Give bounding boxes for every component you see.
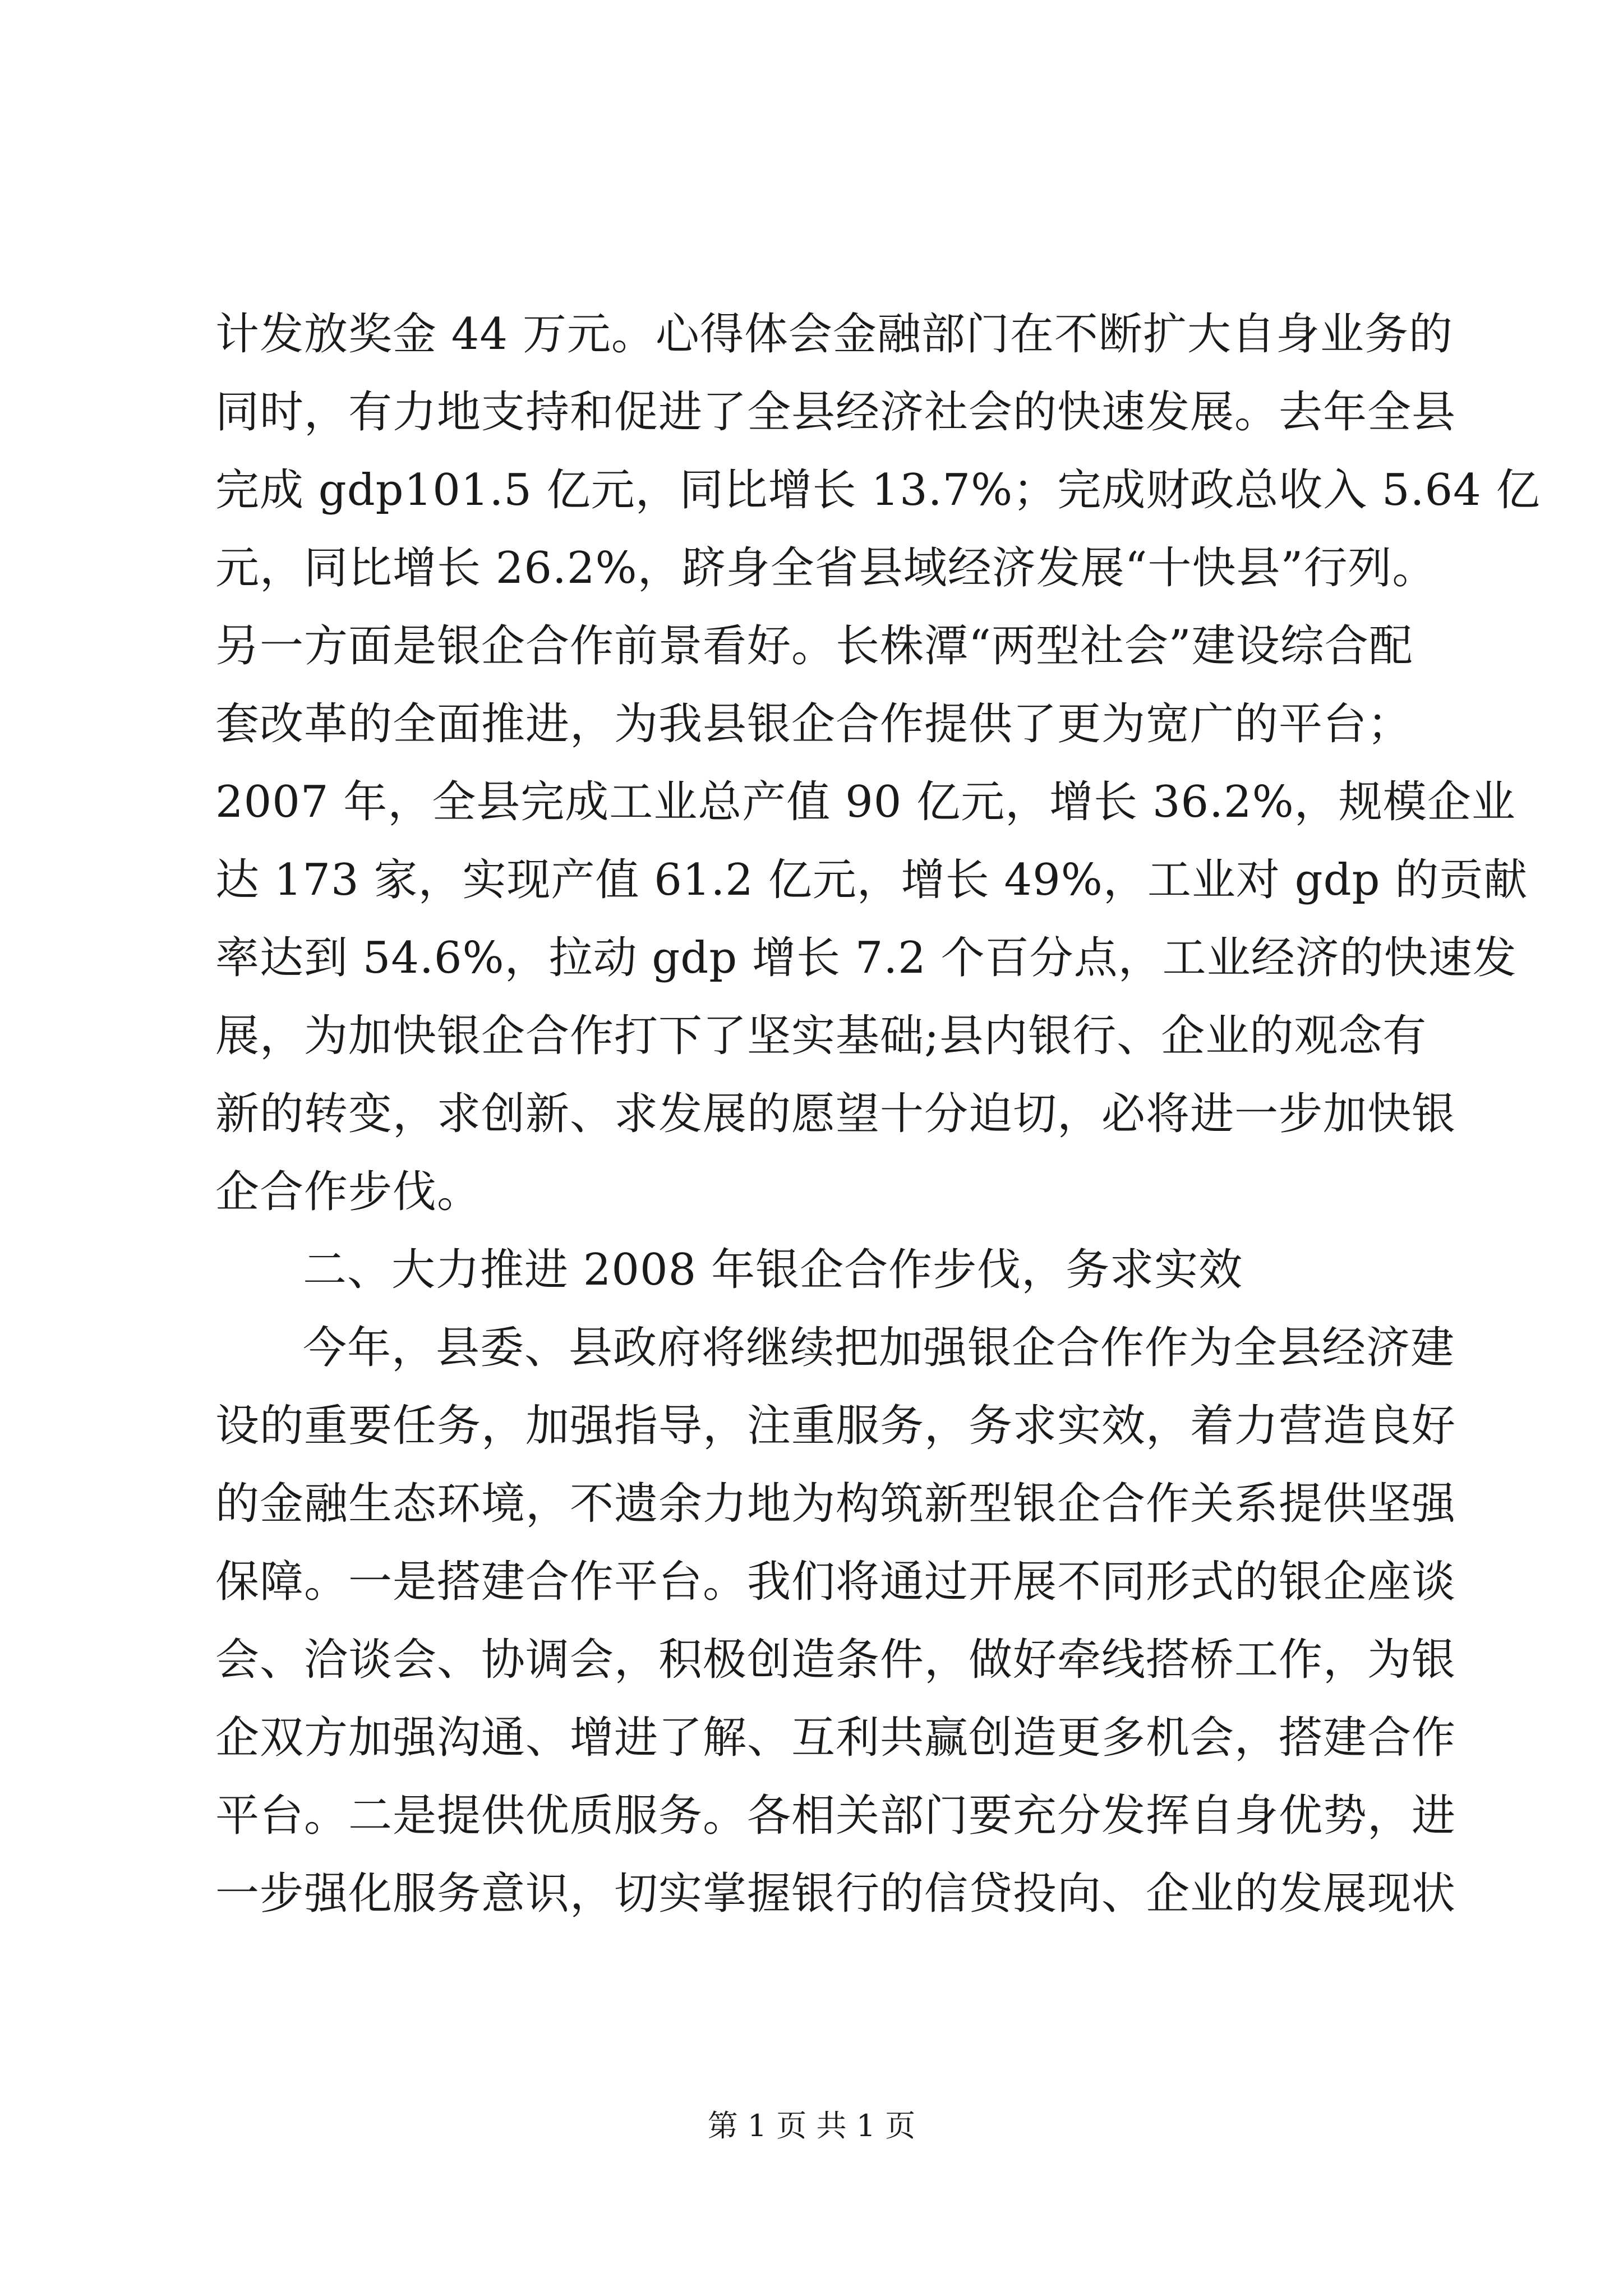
body-line-3: 完成 gdp101.5 亿元，同比增长 13.7%；完成财政总收入 5.64 亿 [215,465,1541,516]
body-line-12: 企合作步伐。 [215,1167,482,1217]
body-line-14: 今年，县委、县政府将继续把加强银企合作作为全县经济建 [303,1323,1455,1373]
page-footer: 第 1 页 共 1 页 [707,2108,916,2143]
section-heading: 二、大力推进 2008 年银企合作步伐，务求实效 [303,1245,1243,1295]
body-line-20: 平台。二是提供优质服务。各相关部门要充分发挥自身优势，进 [215,1791,1456,1841]
body-line-1: 计发放奖金 44 万元。心得体会金融部门在不断扩大自身业务的 [215,309,1453,360]
body-line-7: 2007 年，全县完成工业总产值 90 亿元，增长 36.2%，规模企业 [215,777,1516,827]
body-line-5: 另一方面是银企合作前景看好。长株潭“两型社会”建设综合配 [215,621,1413,671]
body-line-21: 一步强化服务意识，切实掌握银行的信贷投向、企业的发展现状 [215,1869,1456,1919]
body-line-11: 新的转变，求创新、求发展的愿望十分迫切，必将进一步加快银 [215,1089,1456,1139]
body-line-2: 同时，有力地支持和促进了全县经济社会的快速发展。去年全县 [215,387,1456,438]
body-line-18: 会、洽谈会、协调会，积极创造条件，做好牵线搭桥工作，为银 [215,1635,1456,1685]
body-line-6: 套改革的全面推进，为我县银企合作提供了更为宽广的平台； [215,699,1412,749]
body-line-17: 保障。一是搭建合作平台。我们将通过开展不同形式的银企座谈 [215,1557,1456,1607]
body-line-16: 的金融生态环境，不遗余力地为构筑新型银企合作关系提供坚强 [215,1479,1456,1529]
body-line-19: 企双方加强沟通、增进了解、互利共赢创造更多机会，搭建合作 [215,1713,1456,1763]
body-line-4: 元，同比增长 26.2%，跻身全省县域经济发展“十快县”行列。 [215,543,1437,593]
body-line-15: 设的重要任务，加强指导，注重服务，务求实效，着力营造良好 [215,1401,1456,1451]
body-line-9: 率达到 54.6%，拉动 gdp 增长 7.2 个百分点，工业经济的快速发 [215,933,1517,983]
body-line-8: 达 173 家，实现产值 61.2 亿元，增长 49%，工业对 gdp 的贡献 [215,855,1528,905]
body-line-10: 展，为加快银企合作打下了坚实基础;县内银行、企业的观念有 [215,1011,1427,1061]
